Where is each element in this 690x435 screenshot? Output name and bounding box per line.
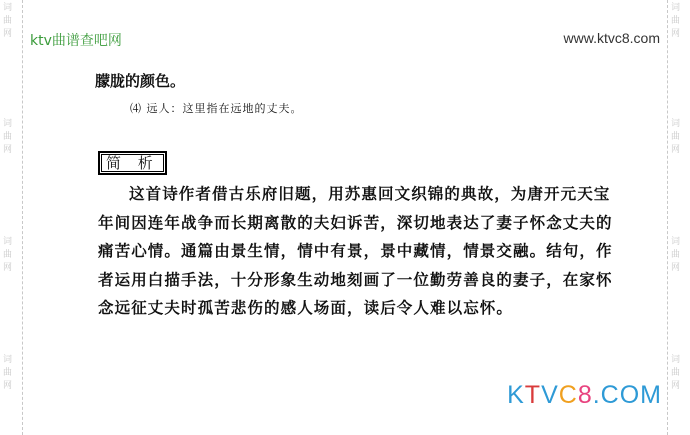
watermark-char: 曲 [3,132,13,142]
watermark-group [3,118,12,157]
watermark-char: 网 [671,29,681,39]
watermark-char: 词 [3,119,13,129]
watermark-group [671,236,680,275]
site-name-link[interactable]: ktv曲谱查吧网 [30,33,122,49]
logo-letter: 8 [577,381,593,409]
logo-letter: C [558,381,578,409]
analysis-paragraph: 这首诗作者借古乐府旧题，用苏惠回文织锦的典故，为唐开元天宝年间因连年战争而长期离散的夫妇诉苦，深切地表达了妻子怀念丈夫的痛苦心情。通篇由景生情，情中有景，景中藏情，情景交融。结句，作者运用白描手法，十分形象生动地刻画了一位勤劳善良的妻子，在家怀念远征丈夫时孤苦悲伤的感人场面，读后令人难以忘怀。 [98,184,613,318]
watermark-char: 曲 [671,368,681,378]
watermark-char: 词 [3,3,13,13]
watermark-group [671,2,680,41]
watermark-char: 词 [671,3,681,13]
watermark-char: 网 [671,381,681,391]
section-heading-label: 简 析 [106,154,159,172]
footnote: ⑷ 远人：这里指在远地的丈夫。 [130,102,303,115]
watermark-char: 词 [3,237,13,247]
logo-letter: . [592,381,601,409]
logo-letter: COM [600,381,662,409]
logo-letter: K [507,381,525,409]
site-url-link[interactable]: www.ktvc8.com [563,30,660,46]
watermark-char: 曲 [671,250,681,260]
watermark-char: 网 [3,263,13,273]
watermark-char: 网 [3,145,13,155]
watermark-char: 词 [3,355,13,365]
watermark-char: 曲 [3,16,13,26]
ktvc8-logo[interactable] [507,381,662,410]
watermark-group [3,354,12,393]
logo-letter: V [541,381,559,409]
watermark-char: 网 [3,381,13,391]
watermark-char: 曲 [3,250,13,260]
text-line: 朦胧的颜色。 [95,72,186,90]
watermark-group [671,354,680,393]
watermark-char: 词 [671,237,681,247]
watermark-char: 网 [671,145,681,155]
watermark-char: 网 [3,29,13,39]
watermark-group [3,236,12,275]
watermark-group [3,2,12,41]
watermark-char: 词 [671,355,681,365]
left-margin-watermark [0,0,23,435]
watermark-char: 曲 [3,368,13,378]
watermark-char: 曲 [671,16,681,26]
section-heading [98,151,167,175]
watermark-char: 曲 [671,132,681,142]
right-margin-watermark [667,0,690,435]
logo-letter: T [524,381,542,409]
watermark-char: 词 [671,119,681,129]
watermark-char: 网 [671,263,681,273]
watermark-group [671,118,680,157]
